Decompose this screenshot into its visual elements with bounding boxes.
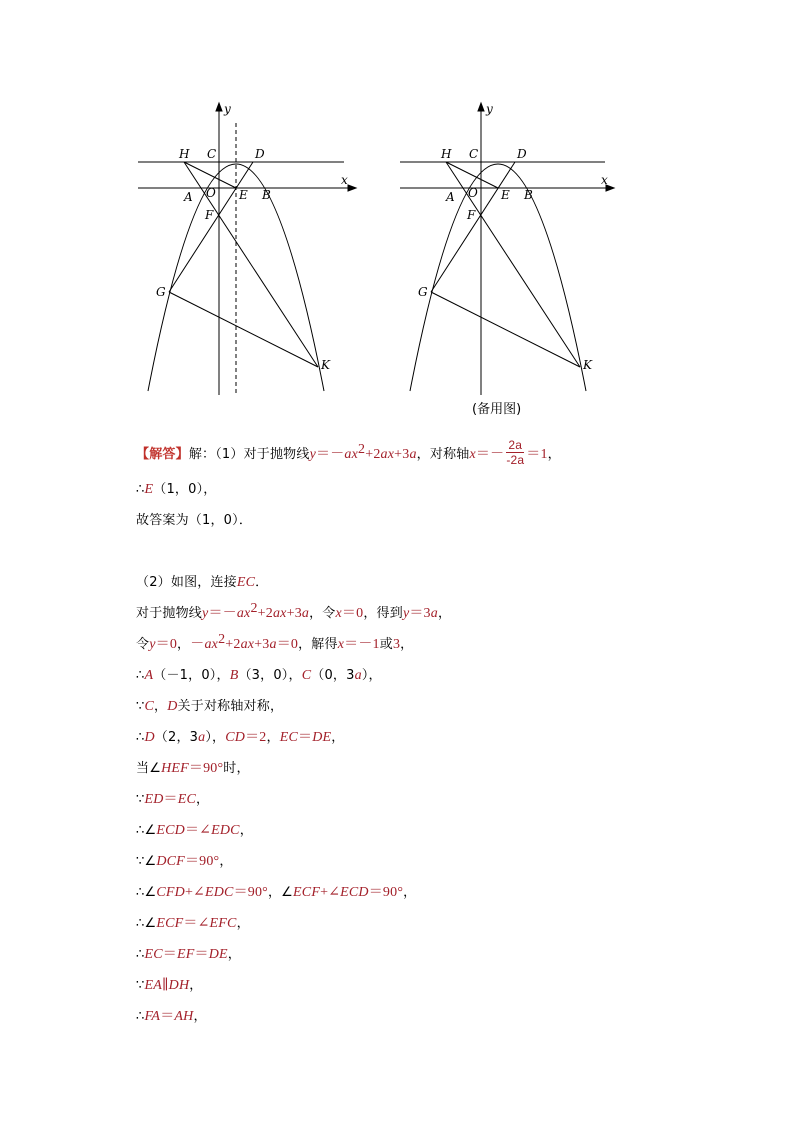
backup-figure bbox=[392, 95, 622, 405]
segment-HK bbox=[446, 162, 580, 367]
solution-line-12: ∴∠ECD＝∠EDC， bbox=[136, 823, 253, 838]
label-D: D bbox=[517, 147, 527, 161]
label-F: F bbox=[467, 208, 476, 222]
solution-line-4: （2）如图，连接EC． bbox=[136, 575, 269, 590]
label-G: G bbox=[418, 285, 428, 299]
segment-DG bbox=[431, 162, 515, 292]
label-K: K bbox=[583, 358, 592, 372]
solution-line-8: ∵C，D关于对称轴对称， bbox=[136, 699, 284, 714]
label-F: F bbox=[205, 208, 214, 222]
label-H: H bbox=[441, 147, 452, 161]
label-B: B bbox=[524, 188, 533, 202]
segment-GK bbox=[431, 292, 580, 367]
label-B: B bbox=[262, 188, 271, 202]
x-axis-arrow bbox=[348, 185, 356, 191]
label-A: A bbox=[446, 190, 455, 204]
label-G: G bbox=[156, 285, 166, 299]
solution-line-13: ∵∠DCF＝90°， bbox=[136, 854, 233, 869]
label-O: O bbox=[468, 186, 478, 200]
solution-line-14: ∴∠CFD+∠EDC＝90°，∠ECF+∠ECD＝90°， bbox=[136, 885, 417, 900]
solution-line-5: 对于抛物线$y=-ax^2+2ax+3a$，令x＝0，得到y＝3a， bbox=[136, 601, 452, 621]
solution-line-16: ∴EC＝EF＝DE， bbox=[136, 947, 241, 962]
solution-line-1: 【解答】解：（1）对于抛物线$y=-ax^2+2ax+3a$，对称轴x＝－ $\frac{2a}{-2a}$ ＝1， bbox=[136, 438, 561, 467]
solution-line-10: 当∠HEF＝90°时， bbox=[136, 761, 250, 776]
solution-line-9: ∴D（2，3a），CD＝2，EC＝DE， bbox=[136, 730, 345, 745]
label-O: O bbox=[206, 186, 216, 200]
solution-line-6: 令y＝0，$-ax^2+2ax+3a=0$，解得x＝－1或3， bbox=[136, 632, 414, 652]
segment-GK bbox=[169, 292, 318, 367]
main-figure bbox=[132, 95, 362, 405]
solution-line-11: ∵ED＝EC， bbox=[136, 792, 210, 807]
solution-line-15: ∴∠ECF＝∠EFC， bbox=[136, 916, 250, 931]
label-x: x bbox=[341, 173, 348, 187]
segment-HK bbox=[184, 162, 318, 367]
label-C: C bbox=[469, 147, 479, 161]
label-D: D bbox=[255, 147, 265, 161]
backup-figure-caption: (备用图) bbox=[472, 402, 522, 417]
solution-line-18: ∴FA＝AH， bbox=[136, 1009, 207, 1024]
y-axis-arrow bbox=[216, 103, 222, 111]
label-A: A bbox=[184, 190, 193, 204]
label-C: C bbox=[207, 147, 217, 161]
solution-line-7: ∴A（－1，0），B（3，0），C（0，3a）， bbox=[136, 668, 382, 683]
solution-line-17: ∵EA∥DH， bbox=[136, 978, 203, 993]
y-axis-arrow bbox=[478, 103, 484, 111]
label-H: H bbox=[179, 147, 190, 161]
parabola-diagram-backup bbox=[392, 95, 622, 405]
fraction: $\frac{2a}{-2a}$ bbox=[506, 438, 525, 467]
label-y: y bbox=[224, 102, 231, 116]
label-E: E bbox=[501, 188, 510, 202]
segment-DG bbox=[169, 162, 253, 292]
solution-line-2: ∴E（1，0）， bbox=[136, 482, 217, 497]
solution-line-3: 故答案为（1，0）． bbox=[136, 513, 253, 528]
parabola-diagram bbox=[132, 95, 362, 405]
label-K: K bbox=[321, 358, 330, 372]
label-x: x bbox=[601, 173, 608, 187]
label-E: E bbox=[239, 188, 248, 202]
label-y: y bbox=[486, 102, 493, 116]
answer-tag: 【解答】 bbox=[136, 447, 189, 462]
